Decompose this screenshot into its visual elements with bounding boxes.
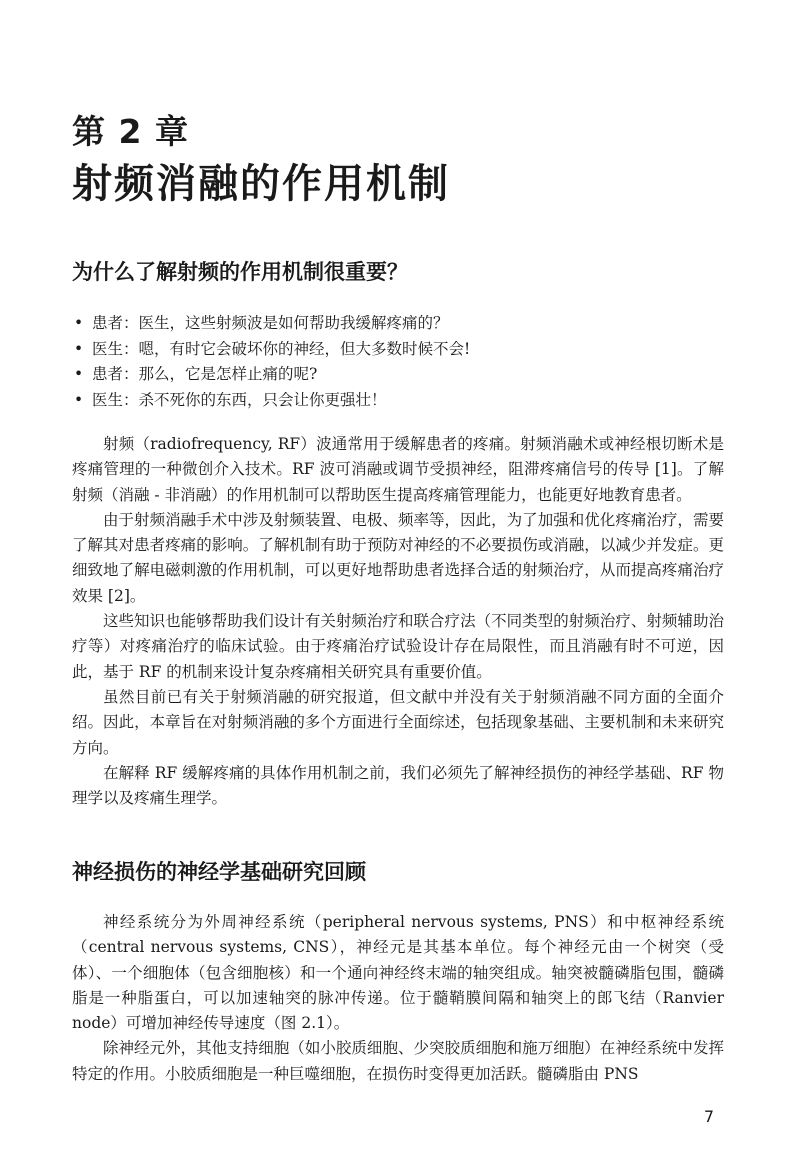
- bullet-icon: •: [74, 390, 84, 409]
- list-item: [72, 362, 732, 388]
- dialogue-line: 医生：杀不死你的东西，只会让你更强壮！: [92, 390, 387, 409]
- body-paragraph: 除神经元外，其他支持细胞（如小胶质细胞、少突胶质细胞和施万细胞）在神经系统中发挥特定的作用。小胶质细胞是一种巨噬细胞，在损伤时变得更加活跃。髓磷脂由 PNS: [72, 1039, 724, 1083]
- dialogue-line: 患者：医生，这些射频波是如何帮助我缓解疼痛的？: [92, 314, 449, 332]
- section-heading-neuro-basis: 神经损伤的神经学基础研究回顾: [72, 860, 366, 884]
- dialogue-list: [72, 311, 732, 413]
- section1-body: [72, 432, 724, 811]
- bullet-icon: •: [74, 339, 84, 358]
- body-paragraph: 虽然目前已有关于射频消融的研究报道，但文献中并没有关于射频消融不同方面的全面介绍。因此，本章旨在对射频消融的多个方面进行全面综述，包括现象基础、主要机制和未来研究方向。: [72, 687, 724, 757]
- chapter-number: 第 2 章: [72, 112, 189, 151]
- body-paragraph: 神经系统分为外周神经系统（peripheral nervous systems, PNS）和中枢神经系统（central nervous systems, CNS），神经元是其基本单位。每个神经元由一个树突（受体）、一个细胞体（包含细胞核）和一个通向神经终末端的轴突组成。轴突被髓磷脂包围，髓磷脂是一种脂蛋白，可以加速轴突的脉冲传递。位于髓鞘膜间隔和轴突上的郎飞结（Ranvier node）可增加神经传导速度（图 2.1）。: [72, 913, 724, 1033]
- section2-body: [72, 910, 724, 1087]
- dialogue-line: 医生：嗯，有时它会破坏你的神经，但大多数时候不会!: [92, 339, 471, 358]
- dialogue-line: 患者：那么，它是怎样止痛的呢?: [92, 365, 318, 383]
- bullet-icon: •: [74, 365, 84, 383]
- section-heading-importance: 为什么了解射频的作用机制很重要？: [72, 260, 408, 284]
- list-item: [72, 311, 732, 337]
- page-number: 7: [703, 1107, 714, 1126]
- body-paragraph: 在解释 RF 缓解疼痛的具体作用机制之前，我们必须先了解神经损伤的神经学基础、RF 物理学以及疼痛生理学。: [72, 763, 724, 808]
- list-item: [72, 337, 732, 363]
- list-item: [72, 388, 732, 414]
- chapter-title: 射频消融的作用机制: [72, 161, 450, 207]
- body-paragraph: 这些知识也能够帮助我们设计有关射频治疗和联合疗法（不同类型的射频治疗、射频辅助治疗等）对疼痛治疗的临床试验。由于疼痛治疗试验设计存在局限性，而且消融有时不可逆，因此，基于 RF 的机制来设计复杂疼痛相关研究具有重要价值。: [72, 612, 724, 681]
- bullet-icon: •: [74, 314, 84, 332]
- body-paragraph: 射频（radiofrequency, RF）波通常用于缓解患者的疼痛。射频消融术或神经根切断术是疼痛管理的一种微创介入技术。RF 波可消融或调节受损神经，阻滞疼痛信号的传导 [1]。了解射频（消融 - 非消融）的作用机制可以帮助医生提高疼痛管理能力，也能更好地教育患者。: [72, 435, 724, 504]
- body-paragraph: 由于射频消融手术中涉及射频装置、电极、频率等，因此，为了加强和优化疼痛治疗，需要了解其对患者疼痛的影响。了解机制有助于预防对神经的不必要损伤或消融，以减少并发症。更细致地了解电磁刺激的作用机制，可以更好地帮助患者选择合适的射频治疗，从而提高疼痛治疗效果 [2]。: [72, 510, 724, 605]
